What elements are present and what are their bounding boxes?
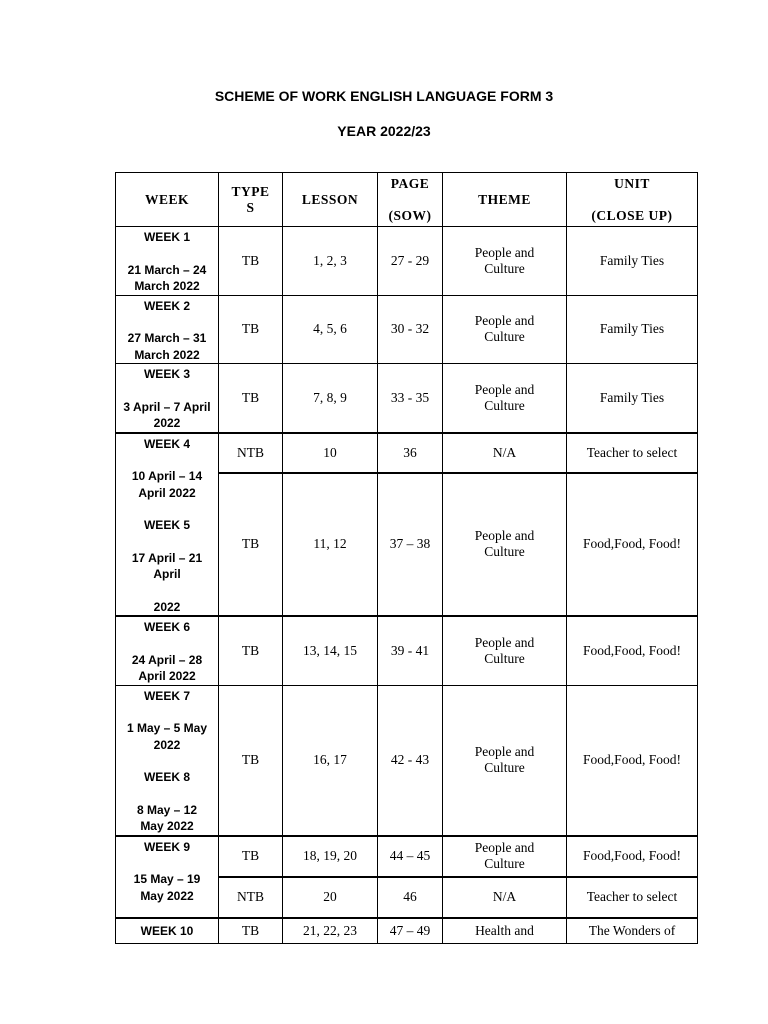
unit-cell: Family Ties (567, 364, 698, 433)
document-title: SCHEME OF WORK ENGLISH LANGUAGE FORM 3 (214, 88, 554, 104)
week-label: WEEK 3 (143, 367, 190, 381)
week-cell (116, 616, 219, 685)
week-dates: 3 April – 7 April (123, 399, 211, 414)
theme-line: People and (474, 381, 535, 397)
unit-cell: Teacher to select (567, 877, 698, 918)
header-types (219, 173, 283, 227)
unit-cell: Family Ties (567, 227, 698, 296)
theme-line: Culture (484, 397, 525, 413)
lesson-cell: 20 (283, 877, 378, 918)
theme-line: People and (474, 313, 535, 329)
week-label: WEEK 2 (143, 298, 190, 313)
week-cell (116, 295, 219, 364)
table-row (116, 918, 698, 944)
theme-line: Culture (484, 544, 525, 560)
table-row (116, 295, 698, 364)
week-dates: 27 March – 31 (127, 331, 207, 345)
header-types-line1: TYPE (231, 183, 270, 199)
week-label: WEEK 5 (143, 518, 190, 532)
lesson-cell: 18, 19, 20 (283, 836, 378, 877)
header-week: WEEK (116, 173, 219, 227)
header-lesson: LESSON (283, 173, 378, 227)
lesson-cell: 10 (283, 433, 378, 473)
theme-line: People and (474, 634, 535, 650)
theme-cell: N/A (443, 433, 567, 473)
type-cell: TB (219, 473, 283, 616)
theme-cell: N/A (443, 877, 567, 918)
lesson-cell: 1, 2, 3 (283, 227, 378, 296)
week-dates: 10 April – 14 (131, 469, 203, 483)
lesson-cell: 4, 5, 6 (283, 295, 378, 364)
week-dates: April 2022 (138, 669, 196, 683)
document-subtitle: YEAR 2022/23 (337, 123, 431, 139)
theme-line: Culture (484, 650, 525, 666)
week-label: WEEK 4 (143, 436, 190, 451)
theme-line: Culture (484, 760, 525, 775)
page-cell: 47 – 49 (378, 918, 443, 944)
theme-cell (443, 685, 567, 836)
header-unit-line2: (CLOSE UP) (591, 207, 673, 223)
lesson-cell: 16, 17 (283, 685, 378, 836)
type-cell: TB (219, 227, 283, 296)
type-cell: TB (219, 616, 283, 685)
week-dates: 15 May – 19 (133, 872, 201, 886)
week-label: WEEK 8 (143, 770, 190, 784)
unit-cell: Food,Food, Food! (567, 836, 698, 877)
week-cell (116, 227, 219, 296)
week-dates: 21 March – 24 (127, 262, 207, 277)
week-cell (116, 364, 219, 433)
unit-cell: Food,Food, Food! (567, 616, 698, 685)
header-types-line2: S (246, 199, 255, 215)
lesson-cell: 13, 14, 15 (283, 616, 378, 685)
week-label: WEEK 9 (143, 839, 190, 854)
table-row (116, 364, 698, 433)
week-dates: 17 April – 21 (131, 550, 203, 565)
week-dates: May 2022 (140, 819, 194, 833)
theme-line: People and (474, 244, 535, 260)
week-dates: March 2022 (134, 279, 200, 293)
page-cell: 46 (378, 877, 443, 918)
week-dates: 2022 (153, 416, 181, 430)
table-row (116, 616, 698, 685)
theme-line: People and (474, 528, 535, 544)
week-dates: March 2022 (134, 347, 200, 362)
unit-cell: Teacher to select (567, 433, 698, 473)
lesson-cell: 7, 8, 9 (283, 364, 378, 433)
week-dates: May 2022 (140, 888, 194, 903)
type-cell: TB (219, 295, 283, 364)
type-cell: NTB (219, 877, 283, 918)
header-unit-line1: UNIT (614, 175, 650, 191)
table-row (116, 433, 698, 473)
type-cell: TB (219, 918, 283, 944)
theme-line: People and (474, 744, 535, 759)
header-page-line2: (SOW) (388, 207, 432, 223)
theme-cell (443, 227, 567, 296)
theme-cell (443, 295, 567, 364)
page-cell: 42 - 43 (378, 685, 443, 836)
week-label: WEEK 6 (143, 620, 190, 634)
theme-cell (443, 364, 567, 433)
scheme-of-work-table (115, 172, 698, 944)
table-row (116, 836, 698, 877)
week-cell (116, 433, 219, 617)
theme-line: Culture (484, 260, 525, 276)
week-dates: 24 April – 28 (131, 652, 203, 667)
unit-cell: Food,Food, Food! (567, 473, 698, 616)
week-cell (116, 685, 219, 836)
header-page-line1: PAGE (390, 175, 430, 191)
table-row (116, 685, 698, 836)
theme-cell (443, 836, 567, 877)
theme-line: People and (474, 840, 535, 855)
theme-line: Culture (484, 856, 525, 871)
page-cell: 33 - 35 (378, 364, 443, 433)
week-cell (116, 836, 219, 918)
type-cell: TB (219, 836, 283, 877)
theme-cell (443, 473, 567, 616)
week-dates: 8 May – 12 (136, 802, 198, 817)
week-dates: 2022 (153, 599, 181, 614)
type-cell: TB (219, 364, 283, 433)
week-label: WEEK 10 (140, 923, 194, 938)
page-cell: 37 – 38 (378, 473, 443, 616)
page-cell: 27 - 29 (378, 227, 443, 296)
week-dates: 1 May – 5 May (126, 721, 208, 735)
unit-cell: The Wonders of (567, 918, 698, 944)
header-page (378, 173, 443, 227)
page-cell: 44 – 45 (378, 836, 443, 877)
header-unit (567, 173, 698, 227)
header-row (116, 173, 698, 227)
header-theme: THEME (443, 173, 567, 227)
week-label: WEEK 7 (143, 688, 190, 703)
lesson-cell: 21, 22, 23 (283, 918, 378, 944)
week-cell (116, 918, 219, 944)
theme-line: Culture (484, 329, 525, 345)
page-cell: 30 - 32 (378, 295, 443, 364)
lesson-cell: 11, 12 (283, 473, 378, 616)
week-dates: 2022 (153, 737, 181, 752)
page-cell: 39 - 41 (378, 616, 443, 685)
week-dates: April (153, 567, 181, 581)
theme-cell: Health and (443, 918, 567, 944)
unit-cell: Family Ties (567, 295, 698, 364)
unit-cell: Food,Food, Food! (567, 685, 698, 836)
week-dates: April 2022 (138, 485, 196, 500)
page-cell: 36 (378, 433, 443, 473)
table-row (116, 227, 698, 296)
type-cell: TB (219, 685, 283, 836)
type-cell: NTB (219, 433, 283, 473)
theme-cell (443, 616, 567, 685)
week-label: WEEK 1 (143, 230, 190, 244)
